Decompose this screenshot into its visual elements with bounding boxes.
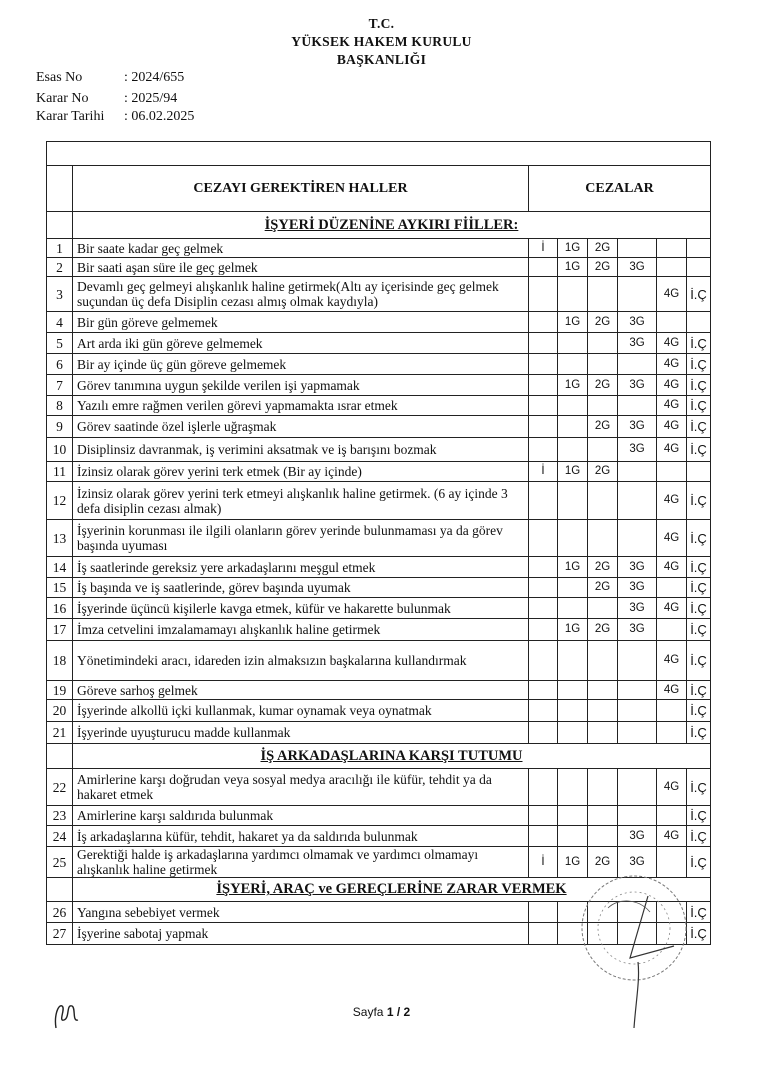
penalty-cell: İ.Ç <box>687 396 711 416</box>
row-offense: Amirlerine karşı doğrudan veya sosyal medya aracılığı ile küfür, tehdit ya da hakaret etmek <box>73 769 529 806</box>
section-title: İŞ ARKADAŞLARINA KARŞI TUTUMU <box>73 744 711 769</box>
penalty-cell <box>618 722 657 744</box>
header-haller: CEZAYI GEREKTİREN HALLER <box>73 166 529 212</box>
row-offense: Bir saate kadar geç gelmek <box>73 239 529 258</box>
section-blank-cell <box>47 878 73 902</box>
penalty-cell: 3G <box>618 438 657 462</box>
row-number: 15 <box>47 578 73 598</box>
row-offense: Yangına sebebiyet vermek <box>73 902 529 923</box>
penalty-cell: 3G <box>618 826 657 847</box>
row-offense: Bir saati aşan süre ile geç gelmek <box>73 258 529 277</box>
penalty-cell <box>529 826 558 847</box>
penalty-cell: İ.Ç <box>687 578 711 598</box>
table-top-bar <box>47 142 711 166</box>
penalty-cell <box>657 806 687 826</box>
row-number: 14 <box>47 557 73 578</box>
penalty-cell: 2G <box>588 578 618 598</box>
penalty-cell <box>529 902 558 923</box>
penalty-cell <box>558 722 588 744</box>
penalty-cell <box>529 619 558 641</box>
table-row <box>47 826 711 847</box>
penalty-cell: 1G <box>558 239 588 258</box>
penalty-cell: İ.Ç <box>687 902 711 923</box>
penalty-cell: İ.Ç <box>687 482 711 520</box>
penalty-cell <box>588 700 618 722</box>
penalty-cell: 4G <box>657 396 687 416</box>
penalty-cell <box>558 681 588 700</box>
penalty-cell: İ.Ç <box>687 681 711 700</box>
penalty-cell <box>529 598 558 619</box>
penalty-cell <box>588 333 618 354</box>
penalty-cell: 2G <box>588 312 618 333</box>
header-blank-cell <box>47 166 73 212</box>
penalty-cell: 2G <box>588 416 618 438</box>
meta-value: : 2025/94 <box>124 91 178 106</box>
penalty-cell: 1G <box>558 375 588 396</box>
table-row <box>47 333 711 354</box>
row-number: 22 <box>47 769 73 806</box>
penalty-cell: 4G <box>657 769 687 806</box>
penalty-cell: 4G <box>657 354 687 375</box>
penalty-cell: 1G <box>558 557 588 578</box>
penalty-cell: 1G <box>558 312 588 333</box>
penalty-cell <box>529 923 558 945</box>
row-offense: Devamlı geç gelmeyi alışkanlık haline getirmek(Altı ay içerisinde geç gelmek suçundan üç defa Disiplin cezası almış olmak kaydıyla) <box>73 277 529 312</box>
penalty-cell <box>618 806 657 826</box>
footer-label: Sayfa <box>352 1005 387 1019</box>
section-blank-cell <box>47 744 73 769</box>
penalty-cell: 4G <box>657 598 687 619</box>
penalty-cell: 3G <box>618 847 657 878</box>
row-number: 13 <box>47 520 73 557</box>
penalty-cell <box>618 769 657 806</box>
row-offense: İşyerinde alkollü içki kullanmak, kumar oynamak veya oynatmak <box>73 700 529 722</box>
row-number: 11 <box>47 462 73 482</box>
meta-date <box>36 109 194 125</box>
row-number: 24 <box>47 826 73 847</box>
penalty-cell: 4G <box>657 482 687 520</box>
row-offense: İşyerinde üçüncü kişilerle kavga etmek, küfür ve hakarette bulunmak <box>73 598 529 619</box>
penalty-cell <box>618 482 657 520</box>
penalty-cell <box>529 700 558 722</box>
row-number: 6 <box>47 354 73 375</box>
row-offense: İzinsiz olarak görev yerini terk etmeyi alışkanlık haline getirmek. (6 ay içinde 3 defa disiplin cezası almak) <box>73 482 529 520</box>
penalty-cell <box>588 277 618 312</box>
table-row <box>47 277 711 312</box>
penalty-cell: İ.Ç <box>687 769 711 806</box>
penalty-cell: 2G <box>588 557 618 578</box>
row-number: 7 <box>47 375 73 396</box>
penalty-cell: 2G <box>588 619 618 641</box>
row-offense: İmza cetvelini imzalamamayı alışkanlık haline getirmek <box>73 619 529 641</box>
penalty-cell <box>618 681 657 700</box>
header-tc: T.C. <box>368 16 395 31</box>
row-number: 8 <box>47 396 73 416</box>
penalty-cell: 4G <box>657 277 687 312</box>
penalty-cell <box>588 826 618 847</box>
table-row <box>47 619 711 641</box>
penalty-cell <box>529 520 558 557</box>
penalty-cell <box>558 641 588 681</box>
penalty-cell: 1G <box>558 619 588 641</box>
table-row <box>47 482 711 520</box>
row-offense: İşyerine sabotaj yapmak <box>73 923 529 945</box>
row-number: 19 <box>47 681 73 700</box>
penalty-cell <box>687 462 711 482</box>
table-row <box>47 722 711 744</box>
penalty-cell: 3G <box>618 333 657 354</box>
penalty-cell <box>618 520 657 557</box>
penalty-cell <box>558 806 588 826</box>
penalty-cell <box>558 482 588 520</box>
penalty-cell <box>558 520 588 557</box>
penalty-cell: İ <box>529 239 558 258</box>
penalty-cell: 1G <box>558 258 588 277</box>
penalty-cell <box>618 462 657 482</box>
row-number: 9 <box>47 416 73 438</box>
penalty-cell: İ.Ç <box>687 416 711 438</box>
penalty-cell <box>618 641 657 681</box>
table-row <box>47 641 711 681</box>
penalty-cell <box>558 333 588 354</box>
header-institution: YÜKSEK HAKEM KURULU <box>291 34 472 49</box>
penalty-cell: 2G <box>588 462 618 482</box>
penalty-cell: 4G <box>657 438 687 462</box>
penalty-cell <box>687 258 711 277</box>
penalty-cell: 3G <box>618 598 657 619</box>
penalty-cell <box>529 354 558 375</box>
penalty-cell <box>588 641 618 681</box>
row-number: 20 <box>47 700 73 722</box>
penalty-cell <box>657 462 687 482</box>
penalty-cell: 3G <box>618 619 657 641</box>
penalty-cell: 4G <box>657 333 687 354</box>
row-number: 12 <box>47 482 73 520</box>
row-number: 17 <box>47 619 73 641</box>
penalty-cell: 2G <box>588 375 618 396</box>
penalty-cell <box>588 354 618 375</box>
header-cezalar: CEZALAR <box>529 166 711 212</box>
row-number: 21 <box>47 722 73 744</box>
table-row <box>47 520 711 557</box>
penalty-cell: 4G <box>657 416 687 438</box>
penalty-cell <box>657 312 687 333</box>
meta-label: Karar Tarihi <box>36 109 105 124</box>
row-offense: Görev saatinde özel işlerle uğraşmak <box>73 416 529 438</box>
penalty-cell <box>657 578 687 598</box>
row-number: 26 <box>47 902 73 923</box>
row-offense: İş saatlerinde gereksiz yere arkadaşlarını meşgul etmek <box>73 557 529 578</box>
row-number: 18 <box>47 641 73 681</box>
penalty-cell <box>529 396 558 416</box>
penalty-cell <box>657 258 687 277</box>
table-row <box>47 462 711 482</box>
penalty-cell: 2G <box>588 239 618 258</box>
penalty-cell: 3G <box>618 312 657 333</box>
table-row <box>47 700 711 722</box>
penalty-cell: İ <box>529 847 558 878</box>
row-offense: İşyerinde uyuşturucu madde kullanmak <box>73 722 529 744</box>
meta-value: : 06.02.2025 <box>124 109 195 124</box>
penalty-cell <box>529 312 558 333</box>
penalty-cell <box>687 239 711 258</box>
row-offense: Disiplinsiz davranmak, iş verimini aksatmak ve iş barışını bozmak <box>73 438 529 462</box>
section-row <box>47 212 711 239</box>
row-number: 5 <box>47 333 73 354</box>
penalty-cell: 2G <box>588 258 618 277</box>
penalty-cell: İ.Ç <box>687 598 711 619</box>
penalty-cell: 1G <box>558 847 588 878</box>
section-row <box>47 744 711 769</box>
penalty-cell: 3G <box>618 416 657 438</box>
meta-karar <box>36 91 177 107</box>
table-row <box>47 806 711 826</box>
table-row <box>47 416 711 438</box>
header-department: BAŞKANLIĞI <box>336 52 427 67</box>
penalty-cell <box>558 769 588 806</box>
penalty-cell <box>529 722 558 744</box>
section-title: İŞYERİ DÜZENİNE AYKIRI FİİLLER: <box>73 212 711 239</box>
penalty-cell: 4G <box>657 557 687 578</box>
row-number: 2 <box>47 258 73 277</box>
meta-label: Esas No <box>36 70 83 85</box>
penalty-cell <box>558 438 588 462</box>
table-row <box>47 239 711 258</box>
penalty-cell: İ.Ç <box>687 722 711 744</box>
penalty-cell: İ.Ç <box>687 847 711 878</box>
penalty-cell <box>558 826 588 847</box>
penalty-cell <box>529 258 558 277</box>
meta-value: : 2024/655 <box>124 70 185 85</box>
penalty-cell <box>618 277 657 312</box>
penalty-cell: İ.Ç <box>687 619 711 641</box>
penalty-cell: İ.Ç <box>687 375 711 396</box>
table-row <box>47 375 711 396</box>
penalty-cell: İ.Ç <box>687 700 711 722</box>
penalty-cell <box>529 578 558 598</box>
penalty-cell <box>558 598 588 619</box>
row-offense: Amirlerine karşı saldırıda bulunmak <box>73 806 529 826</box>
penalty-cell <box>558 277 588 312</box>
table-row <box>47 681 711 700</box>
row-offense: Gerektiği halde iş arkadaşlarına yardımcı olmamak ve yardımcı olmamayı alışkanlık haline getirmek <box>73 847 529 878</box>
meta-esas <box>36 70 184 86</box>
penalty-cell <box>558 578 588 598</box>
row-offense: Görev tanımına uygun şekilde verilen işi yapmamak <box>73 375 529 396</box>
penalty-cell: 4G <box>657 641 687 681</box>
table-top-cell <box>47 142 711 166</box>
row-number: 3 <box>47 277 73 312</box>
footer-page-number: 1 / 2 <box>386 1005 411 1019</box>
penalty-cell <box>588 722 618 744</box>
penalty-cell: İ.Ç <box>687 277 711 312</box>
row-offense: Bir gün göreve gelmemek <box>73 312 529 333</box>
row-number: 27 <box>47 923 73 945</box>
row-offense: İş başında ve iş saatlerinde, görev başında uyumak <box>73 578 529 598</box>
table-row <box>47 354 711 375</box>
penalty-cell <box>558 354 588 375</box>
penalty-cell <box>618 239 657 258</box>
penalty-cell: 2G <box>588 847 618 878</box>
penalty-cell <box>529 806 558 826</box>
row-offense: Bir ay içinde üç gün göreve gelmemek <box>73 354 529 375</box>
penalty-cell <box>588 681 618 700</box>
penalty-cell: 3G <box>618 578 657 598</box>
table-row <box>47 557 711 578</box>
row-number: 1 <box>47 239 73 258</box>
row-offense: İş arkadaşlarına küfür, tehdit, hakaret ya da saldırıda bulunmak <box>73 826 529 847</box>
penalty-cell: 3G <box>618 258 657 277</box>
table-row <box>47 396 711 416</box>
row-offense: İzinsiz olarak görev yerini terk etmek (Bir ay içinde) <box>73 462 529 482</box>
penalty-table <box>46 141 711 945</box>
penalty-cell <box>529 277 558 312</box>
row-number: 10 <box>47 438 73 462</box>
table-row <box>47 258 711 277</box>
penalty-cell <box>657 722 687 744</box>
row-number: 25 <box>47 847 73 878</box>
penalty-cell: İ.Ç <box>687 354 711 375</box>
penalty-cell <box>657 619 687 641</box>
penalty-cell <box>588 396 618 416</box>
table-row <box>47 312 711 333</box>
penalty-cell <box>588 806 618 826</box>
penalty-cell <box>529 438 558 462</box>
table-header-row <box>47 166 711 212</box>
penalty-cell: İ.Ç <box>687 557 711 578</box>
penalty-cell <box>529 769 558 806</box>
row-number: 16 <box>47 598 73 619</box>
penalty-cell: İ.Ç <box>687 333 711 354</box>
penalty-cell <box>558 416 588 438</box>
penalty-cell: İ.Ç <box>687 520 711 557</box>
penalty-cell: İ <box>529 462 558 482</box>
penalty-cell <box>529 641 558 681</box>
penalty-cell <box>657 700 687 722</box>
penalty-cell <box>588 482 618 520</box>
penalty-cell: 4G <box>657 681 687 700</box>
table-row <box>47 769 711 806</box>
row-offense: Göreve sarhoş gelmek <box>73 681 529 700</box>
penalty-cell: İ.Ç <box>687 806 711 826</box>
penalty-cell <box>529 681 558 700</box>
penalty-cell: 3G <box>618 375 657 396</box>
signature-mark <box>610 960 650 1030</box>
penalty-cell <box>618 700 657 722</box>
penalty-cell: 4G <box>657 826 687 847</box>
penalty-cell: 1G <box>558 462 588 482</box>
penalty-cell: İ.Ç <box>687 641 711 681</box>
row-offense: Yönetimindeki aracı, idareden izin almaksızın başkalarına kullandırmak <box>73 641 529 681</box>
table-row <box>47 598 711 619</box>
section-title: İŞYERİ, ARAÇ ve GEREÇLERİNE ZARAR VERMEK <box>73 878 711 902</box>
penalty-cell <box>588 598 618 619</box>
penalty-cell <box>529 333 558 354</box>
table-row <box>47 578 711 598</box>
penalty-cell <box>588 769 618 806</box>
penalty-cell <box>687 312 711 333</box>
penalty-cell <box>618 396 657 416</box>
penalty-cell <box>558 700 588 722</box>
penalty-cell <box>657 239 687 258</box>
page-footer <box>0 1005 763 1019</box>
penalty-cell <box>529 416 558 438</box>
row-offense: Yazılı emre rağmen verilen görevi yapmamakta ısrar etmek <box>73 396 529 416</box>
penalty-cell <box>618 354 657 375</box>
penalty-cell <box>529 557 558 578</box>
row-number: 23 <box>47 806 73 826</box>
penalty-cell <box>529 482 558 520</box>
row-offense: Art arda iki gün göreve gelmemek <box>73 333 529 354</box>
penalty-cell: İ.Ç <box>687 438 711 462</box>
penalty-cell <box>558 396 588 416</box>
penalty-cell <box>588 520 618 557</box>
penalty-cell: 3G <box>618 557 657 578</box>
penalty-cell: 4G <box>657 375 687 396</box>
table-row <box>47 438 711 462</box>
row-offense: İşyerinin korunması ile ilgili olanların görev yerinde bulunmaması ya da görev başında uyuması <box>73 520 529 557</box>
row-number: 4 <box>47 312 73 333</box>
penalty-cell: İ.Ç <box>687 923 711 945</box>
meta-label: Karar No <box>36 91 89 106</box>
section-blank-cell <box>47 212 73 239</box>
penalty-cell <box>588 438 618 462</box>
penalty-cell <box>529 375 558 396</box>
penalty-cell: 4G <box>657 520 687 557</box>
penalty-cell: İ.Ç <box>687 826 711 847</box>
